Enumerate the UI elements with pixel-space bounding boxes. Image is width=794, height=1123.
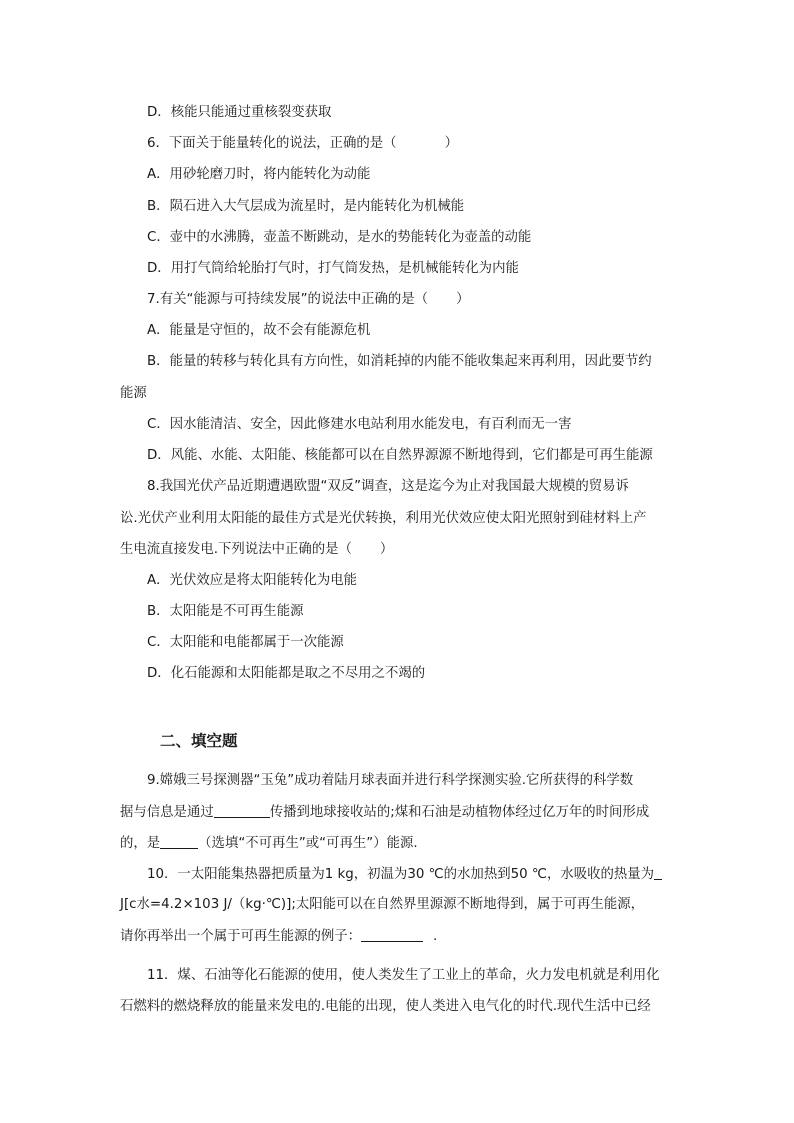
q9-line1: 9.嫦娥三号探测器“玉兔”成功着陆月球表面并进行科学探测实验.它所获得的科学数: [147, 773, 634, 788]
q5-option-d: D．核能只能通过重核裂变获取: [147, 105, 332, 120]
q7-stem: [147, 293, 469, 306]
q7-option-b-line1: B．能量的转移与转化具有方向性，如消耗掉的内能不能收集起来再利用，因此要节约: [147, 354, 652, 369]
q9-text: 的，是: [120, 836, 161, 851]
q10-text: 请你再举出一个属于可再生能源的例子：: [120, 929, 362, 944]
section-heading: 二、填空题: [160, 732, 238, 750]
q8-stem-line3: [120, 543, 393, 556]
q7-option-d: D．风能、水能、太阳能、核能都可以在自然界源源不断地得到，它们都是可再生能源: [147, 448, 653, 463]
q7-paren-close: ）: [456, 292, 470, 307]
q10-line3: [120, 929, 437, 943]
fill-blank[interactable]: [214, 805, 270, 818]
q9-line3: [120, 836, 418, 850]
q6-stem: [147, 137, 458, 150]
q6-option-d: D．用打气筒给轮胎打气时，打气筒发热，是机械能转化为内能: [147, 261, 519, 276]
q6-option-c: C．壶中的水沸腾，壶盖不断跳动，是水的势能转化为壶盖的动能: [147, 230, 532, 245]
q8-stem-line2: 讼.光伏产业利用太阳能的最佳方式是光伏转换，利用光伏效应使太阳光照射到硅材料上产: [120, 511, 647, 526]
q9-text: 据与信息是通过: [120, 805, 214, 820]
q10-line2: J[c水=4.2×103 J/（kg·℃)];太阳能可以在自然界里源源不断地得到，属于可再生能源，: [120, 897, 644, 912]
q11-line2: 石燃料的燃烧释放的能量来发电的.电能的出现，使人类进入电气化的时代.现代生活中已经: [120, 999, 651, 1014]
q10-text: .: [433, 929, 438, 944]
q8-option-b: B．太阳能是不可再生能源: [147, 604, 304, 619]
fill-blank[interactable]: [160, 836, 198, 849]
q9-text: （选填“不可再生”或“可再生”）能源.: [198, 836, 418, 851]
q8-option-d: D．化石能源和太阳能都是取之不尽用之不竭的: [147, 666, 426, 681]
q11-line1: 11．煤、石油等化石能源的使用，使人类发生了工业上的革命，火力发电机就是利用化: [147, 968, 660, 983]
q6-paren-close: ）: [444, 136, 458, 151]
q8-option-a: A．光伏效应是将太阳能转化为电能: [147, 573, 358, 588]
q8-paren-close: ）: [379, 542, 394, 557]
q6-option-a: A．用砂轮磨刀时，将内能转化为动能: [147, 167, 371, 182]
fill-blank[interactable]: [654, 867, 662, 880]
q8-stem-line1: 8.我国光伏产品近期遭遇欧盟“双反”调查，这是迄今为止对我国最大规模的贸易诉: [147, 479, 629, 494]
q7-option-b-line2: 能源: [120, 386, 147, 401]
q6-option-b: B．陨石进入大气层成为流星时，是内能转化为机械能: [147, 199, 465, 214]
q9-line2: [120, 805, 649, 819]
q10-line1: [147, 867, 662, 881]
q7-option-a: A．能量是守恒的，故不会有能源危机: [147, 323, 371, 338]
q9-text: 传播到地球接收站的;煤和石油是动植物体经过亿万年的时间形成: [269, 805, 650, 820]
fill-blank[interactable]: [361, 929, 423, 942]
q8-stem-text: 生电流直接发电.下列说法中正确的是（: [120, 542, 352, 557]
q10-text: 10．一太阳能集热器把质量为1 kg，初温为30 ℃的水加热到50 ℃，水吸收的热量为: [147, 867, 655, 882]
q7-stem-text: 7.有关“能源与可持续发展”的说法中正确的是（: [147, 292, 429, 307]
q8-option-c: C．太阳能和电能都属于一次能源: [147, 635, 344, 650]
q6-stem-text: 6．下面关于能量转化的说法，正确的是（: [147, 136, 397, 151]
q7-option-c: C．因水能清洁、安全，因此修建水电站利用水能发电，有百利而无一害: [147, 417, 572, 432]
